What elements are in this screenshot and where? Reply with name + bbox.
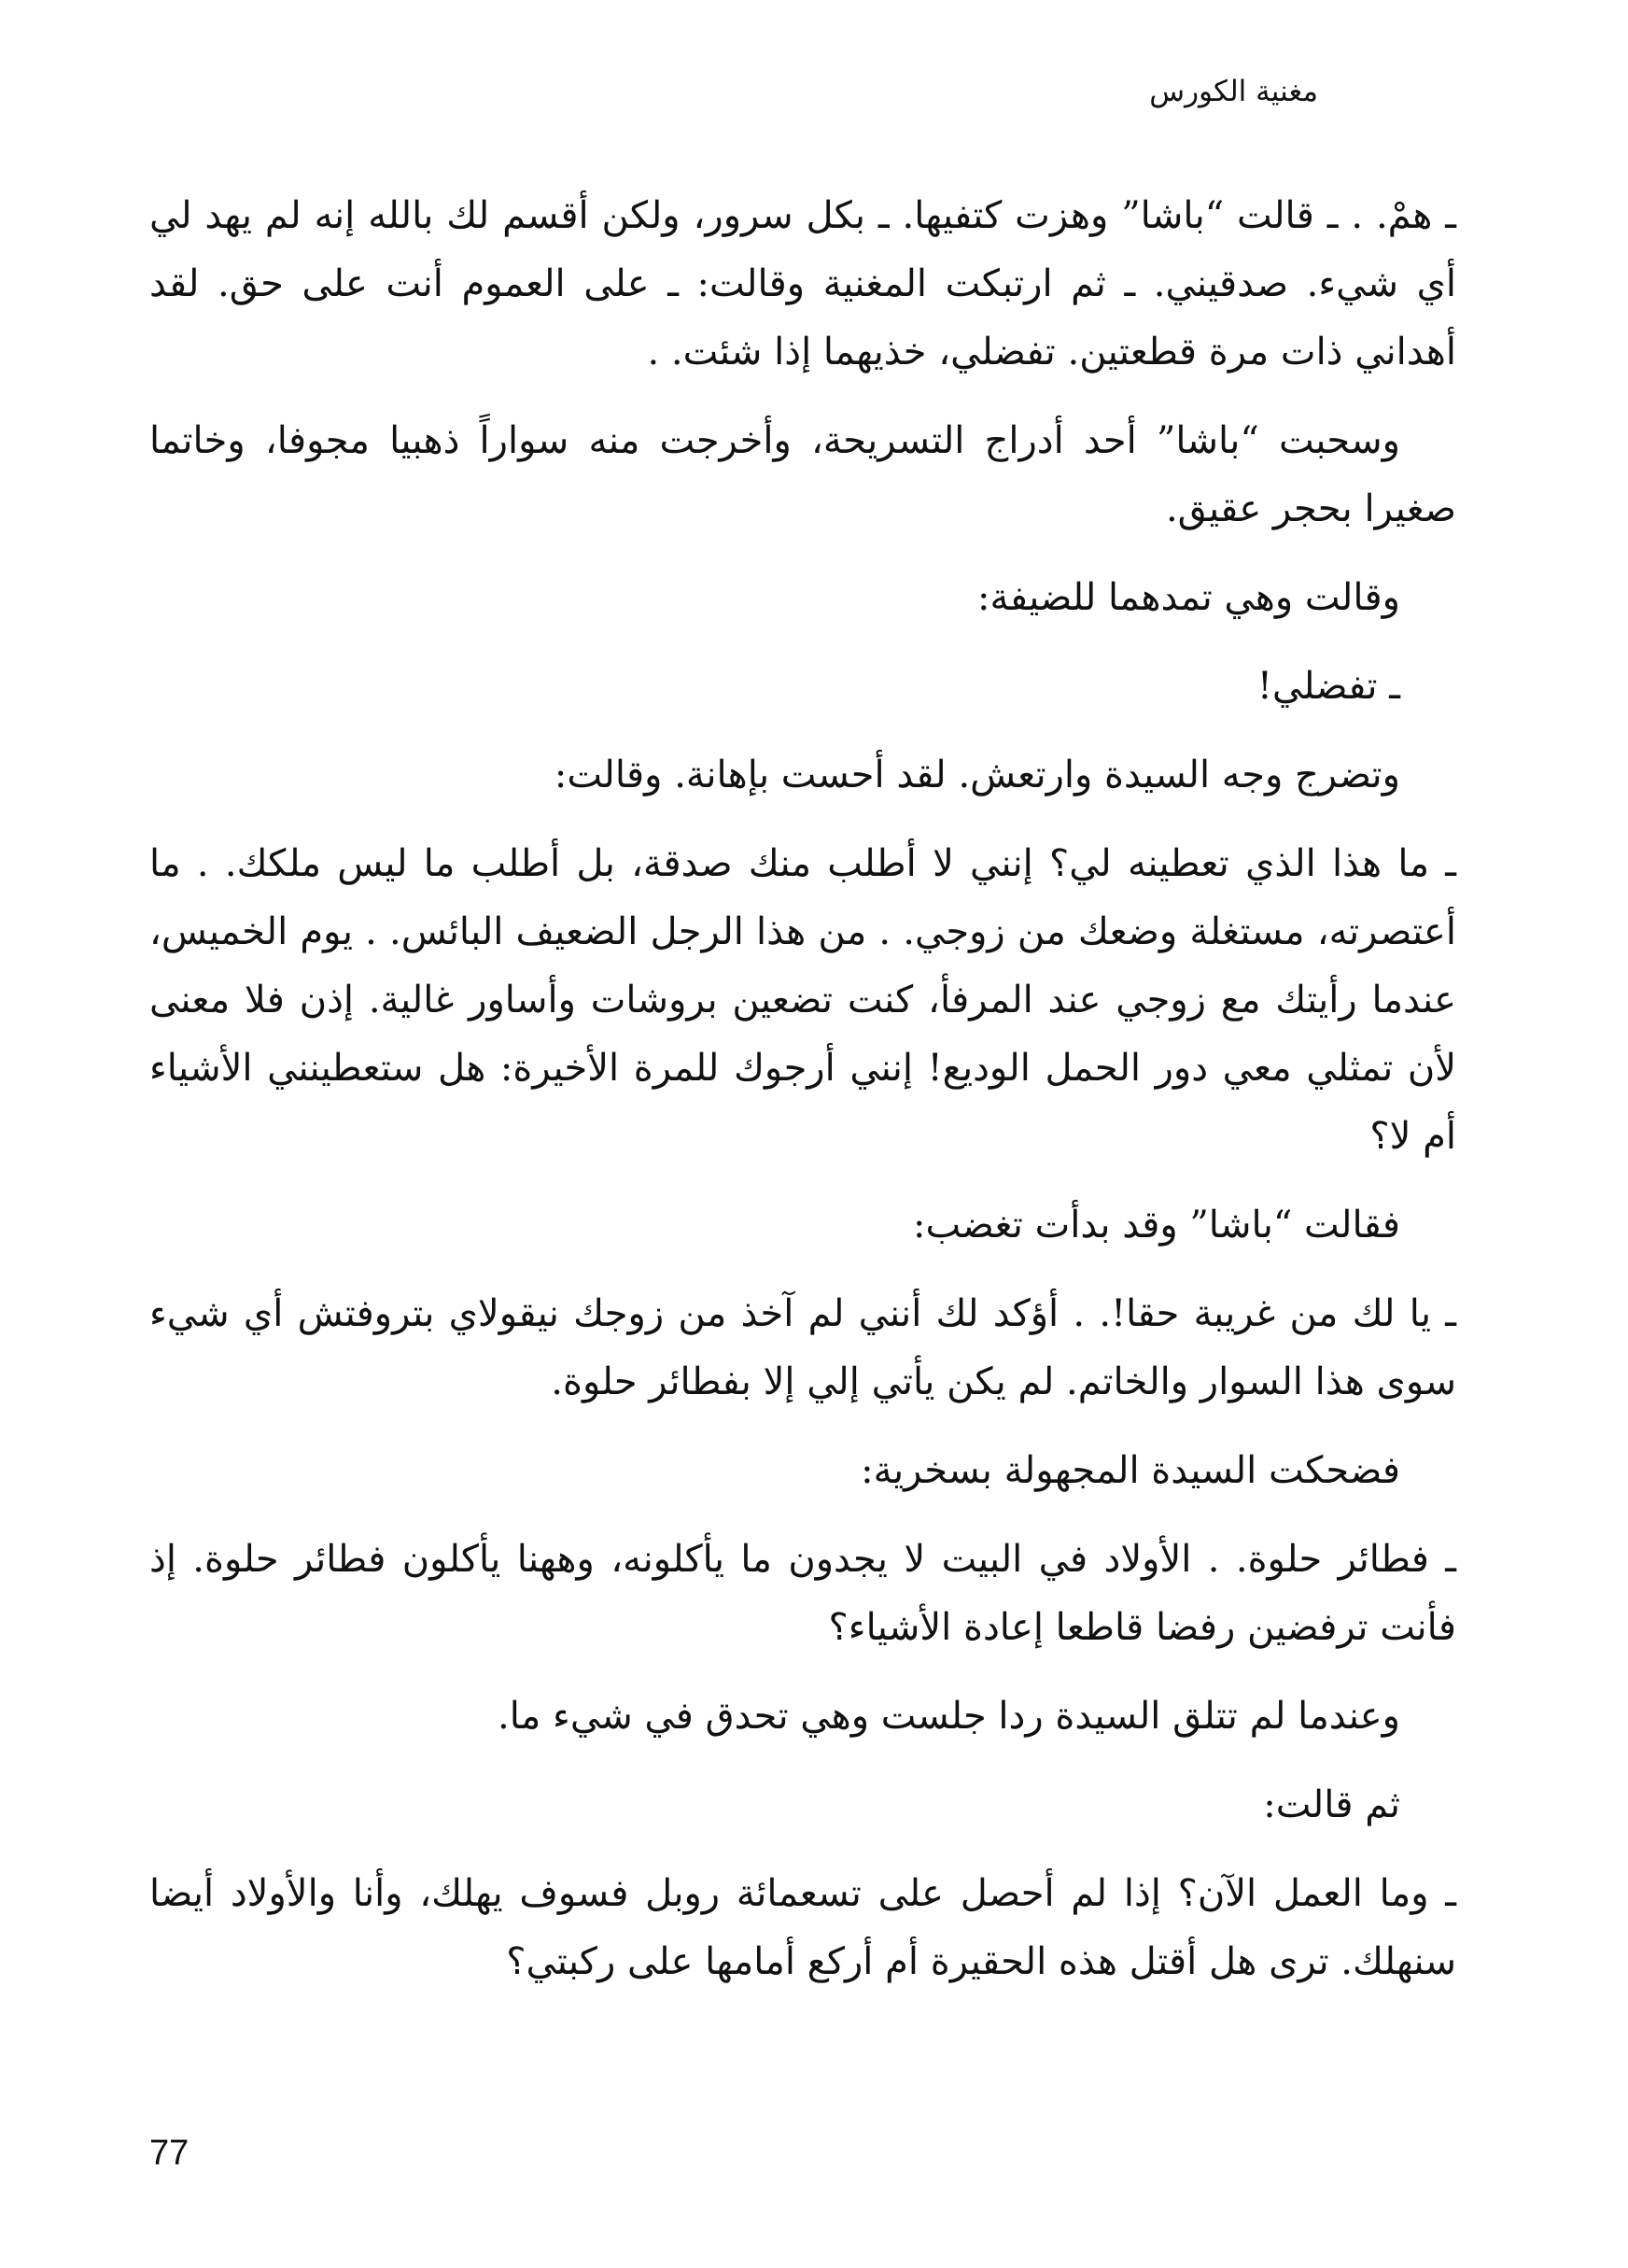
paragraph: ـ يا لك من غريبة حقا!. . أؤكد لك أنني لم آخذ من زوجك نيقولاي بتروفتش أي شيء سوى هذا السوار والخاتم. لم يكن يأتي إلي إلا بفطائر حلوة. (149, 1292, 1457, 1403)
paragraph: ـ وما العمل الآن؟ إذا لم أحصل على تسعمائة روبل فسوف يهلك، وأنا والأولاد أيضا سنهلك. ترى هل أقتل هذه الحقيرة أم أركع أمامها على ركبتي؟ (149, 1872, 1456, 1983)
paragraph: ـ همْ. . ـ قالت “باشا” وهزت كتفيها. ـ بكل سرور، ولكن أقسم لك بالله إنه لم يهد لي أي شيء. صدقيني. ـ ثم ارتبكت المغنية وقالت: ـ على العموم أنت على حق. لقد أهداني ذات مرة قطعتين. تفضلي، خذيهما إذا شئت. . (149, 194, 1456, 373)
paragraph: فقالت “باشا” وقد بدأت تغضب: (913, 1204, 1400, 1247)
paragraph: وتضرج وجه السيدة وارتعش. لقد أحست بإهانة. وقالت: (554, 754, 1400, 796)
paragraph: فضحكت السيدة المجهولة بسخرية: (861, 1449, 1400, 1492)
paragraph: ـ تفضلي! (1256, 665, 1400, 708)
page-number: 77 (149, 2134, 189, 2173)
paragraph: وعندما لم تتلق السيدة ردا جلست وهي تحدق في شيء ما. (498, 1695, 1400, 1738)
paragraph: ـ ما هذا الذي تعطينه لي؟ إنني لا أطلب منك صدقة، بل أطلب ما ليس ملكك. . ما أعتصرته، مستغلة وضعك من زوجي. . من هذا الرجل الضعيف البائس. . يوم الخميس، عندما رأيتك مع زوجي عند المرفأ، كنت تضعين بروشات وأساور غالية. إذن فلا معنى لأن تمثلي معي دور الحمل الوديع! إنني أرجوك للمرة الأخيرة: هل ستعطينني الأشياء أم لا؟ (149, 842, 1457, 1158)
paragraph: ثم قالت: (1263, 1783, 1400, 1826)
running-header-title: مغنية الكورس (1149, 75, 1318, 108)
paragraph: وسحبت “باشا” أحد أدراج التسريحة، وأخرجت منه سواراً ذهبيا مجوفا، وخاتما صغيرا بحجر عقيق. (149, 419, 1456, 530)
paragraph: وقالت وهي تمدهما للضيفة: (977, 576, 1400, 619)
body-text (149, 182, 1456, 2017)
paragraph: ـ فطائر حلوة. . الأولاد في البيت لا يجدون ما يأكلونه، وههنا يأكلون فطائر حلوة. إذ فأنت ترفضين رفضا قاطعا إعادة الأشياء؟ (149, 1538, 1456, 1649)
